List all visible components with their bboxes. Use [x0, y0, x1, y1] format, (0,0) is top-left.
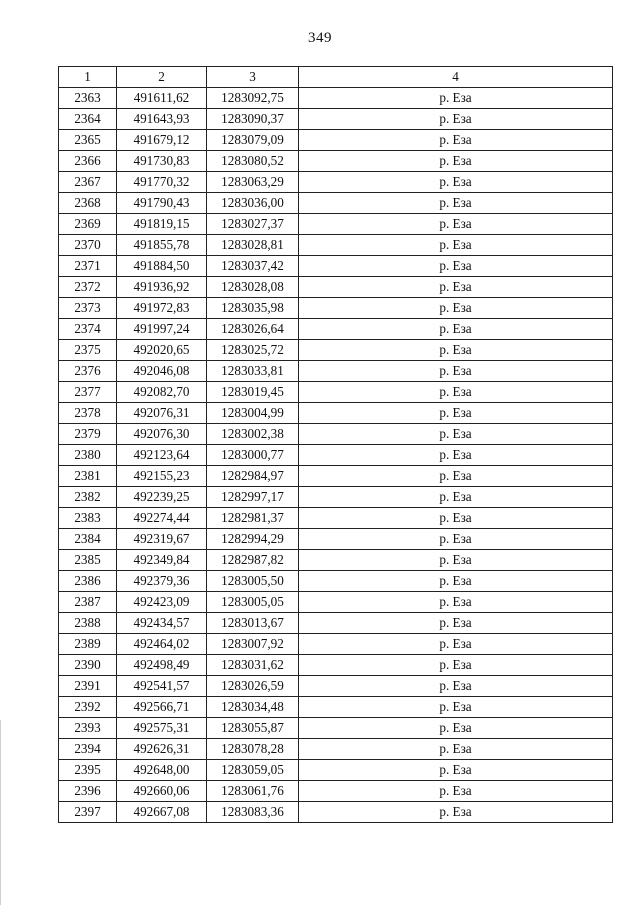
point-number-cell: 2384: [59, 529, 117, 550]
table-row: [59, 172, 613, 193]
point-number-cell: 2366: [59, 151, 117, 172]
description-cell: р. Еза: [299, 487, 613, 508]
description-cell: р. Еза: [299, 634, 613, 655]
y-coordinate-cell: 1282987,82: [207, 550, 299, 571]
y-coordinate-cell: 1283034,48: [207, 697, 299, 718]
y-coordinate-cell: 1283079,09: [207, 130, 299, 151]
point-number-cell: 2371: [59, 256, 117, 277]
description-cell: р. Еза: [299, 529, 613, 550]
y-coordinate-cell: 1283083,36: [207, 802, 299, 823]
description-cell: р. Еза: [299, 298, 613, 319]
table-row: [59, 718, 613, 739]
y-coordinate-cell: 1283002,38: [207, 424, 299, 445]
table-row: [59, 424, 613, 445]
x-coordinate-cell: 492349,84: [117, 550, 207, 571]
point-number-cell: 2386: [59, 571, 117, 592]
point-number-cell: 2390: [59, 655, 117, 676]
description-cell: р. Еза: [299, 319, 613, 340]
description-cell: р. Еза: [299, 130, 613, 151]
point-number-cell: 2394: [59, 739, 117, 760]
x-coordinate-cell: 491611,62: [117, 88, 207, 109]
point-number-cell: 2370: [59, 235, 117, 256]
y-coordinate-cell: 1283090,37: [207, 109, 299, 130]
point-number-cell: 2383: [59, 508, 117, 529]
x-coordinate-cell: 492123,64: [117, 445, 207, 466]
x-coordinate-cell: 492076,30: [117, 424, 207, 445]
point-number-cell: 2395: [59, 760, 117, 781]
description-cell: р. Еза: [299, 802, 613, 823]
table-row: [59, 130, 613, 151]
point-number-cell: 2364: [59, 109, 117, 130]
description-cell: р. Еза: [299, 172, 613, 193]
table-row: [59, 592, 613, 613]
description-cell: р. Еза: [299, 655, 613, 676]
y-coordinate-cell: 1283000,77: [207, 445, 299, 466]
description-cell: р. Еза: [299, 571, 613, 592]
header-cell-1: 1: [59, 67, 117, 88]
x-coordinate-cell: 492319,67: [117, 529, 207, 550]
y-coordinate-cell: 1282994,29: [207, 529, 299, 550]
table-row: [59, 298, 613, 319]
table-row: [59, 802, 613, 823]
y-coordinate-cell: 1283005,50: [207, 571, 299, 592]
description-cell: р. Еза: [299, 781, 613, 802]
y-coordinate-cell: 1283026,64: [207, 319, 299, 340]
table-row: [59, 760, 613, 781]
y-coordinate-cell: 1283027,37: [207, 214, 299, 235]
header-cell-2: 2: [117, 67, 207, 88]
y-coordinate-cell: 1282997,17: [207, 487, 299, 508]
table-row: [59, 340, 613, 361]
point-number-cell: 2396: [59, 781, 117, 802]
x-coordinate-cell: 492046,08: [117, 361, 207, 382]
point-number-cell: 2381: [59, 466, 117, 487]
x-coordinate-cell: 492498,49: [117, 655, 207, 676]
point-number-cell: 2379: [59, 424, 117, 445]
table-row: [59, 550, 613, 571]
x-coordinate-cell: 492464,02: [117, 634, 207, 655]
point-number-cell: 2387: [59, 592, 117, 613]
x-coordinate-cell: 492020,65: [117, 340, 207, 361]
table-row: [59, 739, 613, 760]
point-number-cell: 2368: [59, 193, 117, 214]
x-coordinate-cell: 492082,70: [117, 382, 207, 403]
header-cell-3: 3: [207, 67, 299, 88]
x-coordinate-cell: 491855,78: [117, 235, 207, 256]
point-number-cell: 2376: [59, 361, 117, 382]
y-coordinate-cell: 1283036,00: [207, 193, 299, 214]
table-row: [59, 445, 613, 466]
y-coordinate-cell: 1283055,87: [207, 718, 299, 739]
description-cell: р. Еза: [299, 193, 613, 214]
coordinates-table: [58, 66, 613, 823]
table-row: [59, 214, 613, 235]
y-coordinate-cell: 1283061,76: [207, 781, 299, 802]
description-cell: р. Еза: [299, 508, 613, 529]
table-row: [59, 361, 613, 382]
x-coordinate-cell: 492566,71: [117, 697, 207, 718]
description-cell: р. Еза: [299, 361, 613, 382]
description-cell: р. Еза: [299, 466, 613, 487]
description-cell: р. Еза: [299, 382, 613, 403]
x-coordinate-cell: 492434,57: [117, 613, 207, 634]
x-coordinate-cell: 492667,08: [117, 802, 207, 823]
description-cell: р. Еза: [299, 151, 613, 172]
description-cell: р. Еза: [299, 403, 613, 424]
y-coordinate-cell: 1283059,05: [207, 760, 299, 781]
description-cell: р. Еза: [299, 592, 613, 613]
table-row: [59, 571, 613, 592]
y-coordinate-cell: 1283007,92: [207, 634, 299, 655]
y-coordinate-cell: 1283025,72: [207, 340, 299, 361]
y-coordinate-cell: 1283078,28: [207, 739, 299, 760]
y-coordinate-cell: 1283033,81: [207, 361, 299, 382]
y-coordinate-cell: 1283005,05: [207, 592, 299, 613]
x-coordinate-cell: 491819,15: [117, 214, 207, 235]
y-coordinate-cell: 1283013,67: [207, 613, 299, 634]
y-coordinate-cell: 1282984,97: [207, 466, 299, 487]
point-number-cell: 2388: [59, 613, 117, 634]
y-coordinate-cell: 1283026,59: [207, 676, 299, 697]
table-row: [59, 634, 613, 655]
x-coordinate-cell: 492379,36: [117, 571, 207, 592]
y-coordinate-cell: 1283063,29: [207, 172, 299, 193]
description-cell: р. Еза: [299, 424, 613, 445]
point-number-cell: 2385: [59, 550, 117, 571]
table-row: [59, 193, 613, 214]
header-cell-4: 4: [299, 67, 613, 88]
description-cell: р. Еза: [299, 277, 613, 298]
table-row: [59, 613, 613, 634]
x-coordinate-cell: 491730,83: [117, 151, 207, 172]
description-cell: р. Еза: [299, 88, 613, 109]
scan-edge-line: [0, 720, 1, 905]
y-coordinate-cell: 1283028,81: [207, 235, 299, 256]
description-cell: р. Еза: [299, 235, 613, 256]
description-cell: р. Еза: [299, 256, 613, 277]
table-row: [59, 88, 613, 109]
point-number-cell: 2369: [59, 214, 117, 235]
x-coordinate-cell: 492660,06: [117, 781, 207, 802]
point-number-cell: 2380: [59, 445, 117, 466]
y-coordinate-cell: 1283035,98: [207, 298, 299, 319]
x-coordinate-cell: 491643,93: [117, 109, 207, 130]
description-cell: р. Еза: [299, 718, 613, 739]
x-coordinate-cell: 492274,44: [117, 508, 207, 529]
table-row: [59, 403, 613, 424]
table-row: [59, 676, 613, 697]
table-row: [59, 697, 613, 718]
table-row: [59, 151, 613, 172]
y-coordinate-cell: 1282981,37: [207, 508, 299, 529]
table-row: [59, 487, 613, 508]
header-row: [59, 67, 613, 88]
description-cell: р. Еза: [299, 340, 613, 361]
table-row: [59, 382, 613, 403]
table-row: [59, 256, 613, 277]
y-coordinate-cell: 1283092,75: [207, 88, 299, 109]
point-number-cell: 2374: [59, 319, 117, 340]
x-coordinate-cell: 492423,09: [117, 592, 207, 613]
description-cell: р. Еза: [299, 109, 613, 130]
table-row: [59, 466, 613, 487]
point-number-cell: 2377: [59, 382, 117, 403]
x-coordinate-cell: 491770,32: [117, 172, 207, 193]
x-coordinate-cell: 492626,31: [117, 739, 207, 760]
table-header: [59, 67, 613, 88]
x-coordinate-cell: 492648,00: [117, 760, 207, 781]
point-number-cell: 2397: [59, 802, 117, 823]
x-coordinate-cell: 491679,12: [117, 130, 207, 151]
point-number-cell: 2365: [59, 130, 117, 151]
description-cell: р. Еза: [299, 214, 613, 235]
x-coordinate-cell: 491972,83: [117, 298, 207, 319]
x-coordinate-cell: 492239,25: [117, 487, 207, 508]
table-row: [59, 235, 613, 256]
x-coordinate-cell: 492541,57: [117, 676, 207, 697]
x-coordinate-cell: 492076,31: [117, 403, 207, 424]
point-number-cell: 2382: [59, 487, 117, 508]
description-cell: р. Еза: [299, 739, 613, 760]
description-cell: р. Еза: [299, 676, 613, 697]
y-coordinate-cell: 1283004,99: [207, 403, 299, 424]
point-number-cell: 2367: [59, 172, 117, 193]
x-coordinate-cell: 491997,24: [117, 319, 207, 340]
table-row: [59, 529, 613, 550]
page-number: 349: [308, 30, 332, 46]
y-coordinate-cell: 1283031,62: [207, 655, 299, 676]
point-number-cell: 2391: [59, 676, 117, 697]
point-number-cell: 2373: [59, 298, 117, 319]
y-coordinate-cell: 1283080,52: [207, 151, 299, 172]
x-coordinate-cell: 491790,43: [117, 193, 207, 214]
coordinates-table-container: [58, 66, 612, 823]
description-cell: р. Еза: [299, 445, 613, 466]
point-number-cell: 2378: [59, 403, 117, 424]
description-cell: р. Еза: [299, 613, 613, 634]
x-coordinate-cell: 491884,50: [117, 256, 207, 277]
description-cell: р. Еза: [299, 760, 613, 781]
table-row: [59, 655, 613, 676]
table-row: [59, 781, 613, 802]
table-row: [59, 277, 613, 298]
x-coordinate-cell: 492575,31: [117, 718, 207, 739]
description-cell: р. Еза: [299, 697, 613, 718]
table-row: [59, 508, 613, 529]
point-number-cell: 2393: [59, 718, 117, 739]
y-coordinate-cell: 1283028,08: [207, 277, 299, 298]
y-coordinate-cell: 1283037,42: [207, 256, 299, 277]
point-number-cell: 2389: [59, 634, 117, 655]
table-row: [59, 109, 613, 130]
point-number-cell: 2372: [59, 277, 117, 298]
table-body: [59, 88, 613, 823]
table-row: [59, 319, 613, 340]
x-coordinate-cell: 491936,92: [117, 277, 207, 298]
y-coordinate-cell: 1283019,45: [207, 382, 299, 403]
description-cell: р. Еза: [299, 550, 613, 571]
x-coordinate-cell: 492155,23: [117, 466, 207, 487]
point-number-cell: 2392: [59, 697, 117, 718]
point-number-cell: 2363: [59, 88, 117, 109]
point-number-cell: 2375: [59, 340, 117, 361]
